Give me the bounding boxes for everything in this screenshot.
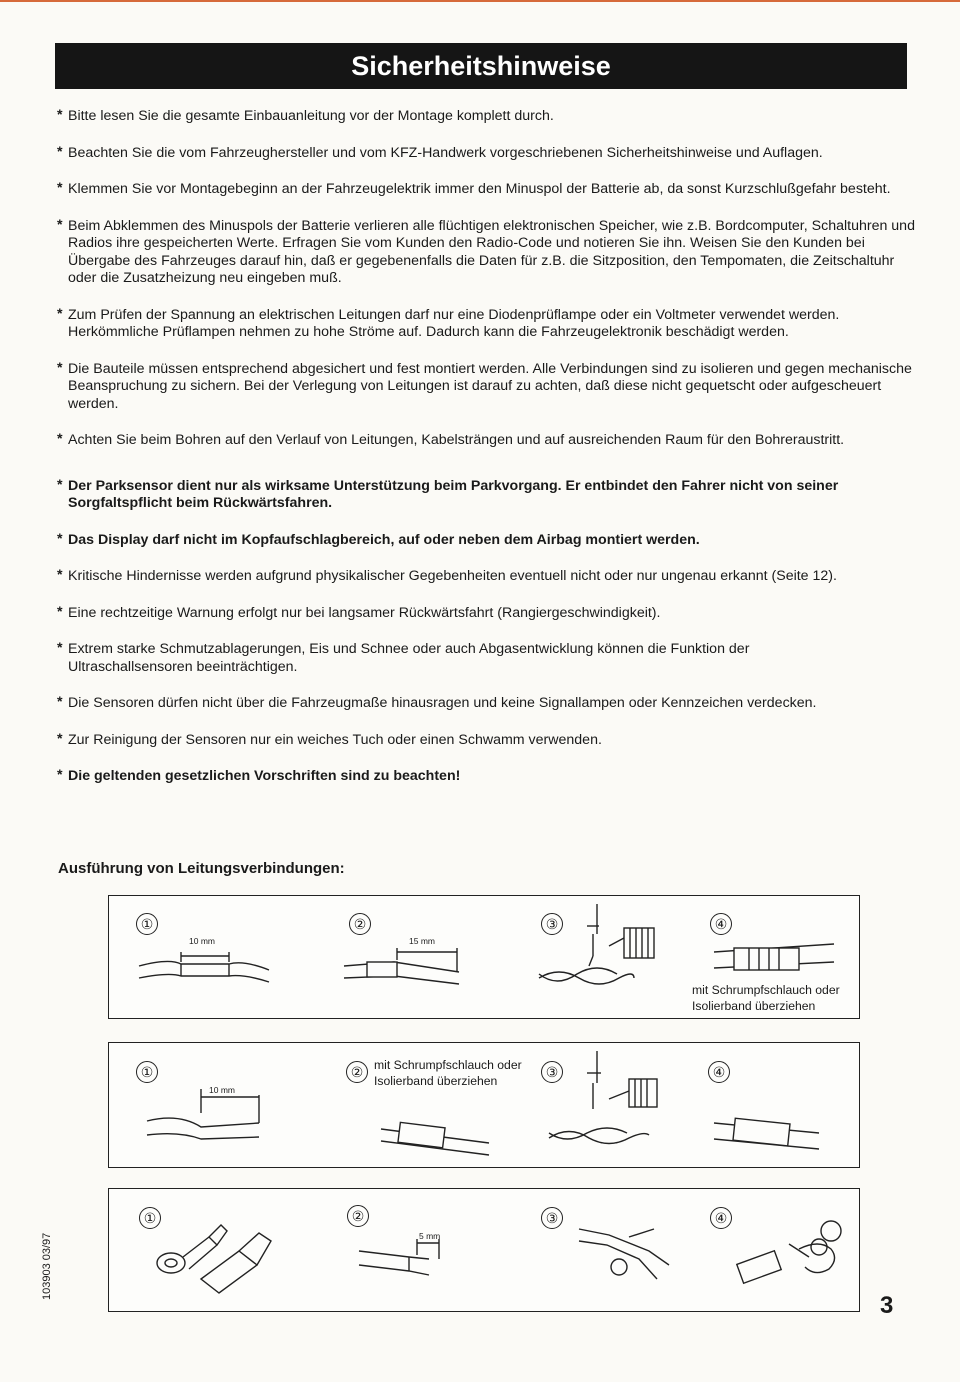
bullet-asterisk: *: [57, 530, 63, 547]
crimp-connection-panel: [108, 1188, 860, 1312]
safety-note-text: Die Bauteile müssen entsprechend abgesichert und fest montiert werden. Alle Verbindungen sind zu isolieren und gegen mechanische Beanspruchung zu sichern. Bei der Verlegung von Leitungen ist darauf zu achten, daß diese nicht gequetscht oder aufgescheuert werden.: [68, 360, 912, 412]
safety-note-text: Bitte lesen Sie die gesamte Einbauanleitung vor der Montage komplett durch.: [68, 108, 554, 124]
step-number: ①: [139, 1207, 161, 1229]
note-line: Isolierband überziehen: [374, 1074, 498, 1088]
step-number: ③: [541, 1061, 563, 1083]
bullet-asterisk: *: [57, 180, 63, 196]
bullet-asterisk: *: [57, 216, 63, 233]
dimension-label: 10 mm: [189, 936, 215, 946]
bullet-asterisk: *: [57, 476, 63, 493]
bullet-asterisk: *: [57, 603, 63, 620]
safety-note-text: Zur Reinigung der Sensoren nur ein weiches Tuch oder einen Schwamm verwenden.: [68, 731, 602, 748]
safety-note-text: Extrem starke Schmutzablagerungen, Eis und Schnee oder auch Abgasentwicklung können die Funktion der Ultraschallsensoren beeinträchtigen.: [68, 641, 750, 675]
bullet-asterisk: *: [57, 567, 63, 583]
safety-note-text: Der Parksensor dient nur als wirksame Unterstützung beim Parkvorgang. Er entbindet den Fahrer nicht von seiner Sorgfaltspflicht beim Rückwärtsfahren.: [68, 477, 839, 511]
dimension-label: 5 mm: [419, 1231, 441, 1241]
safety-notes-list: [57, 108, 917, 786]
safety-note: [57, 145, 917, 163]
safety-note: [57, 732, 917, 750]
instruction-note: [374, 1057, 522, 1089]
panel-3-illustrations: [109, 1189, 859, 1311]
page-title: Sicherheitshinweise: [55, 43, 907, 89]
step-number: ③: [541, 1207, 563, 1229]
bullet-asterisk: *: [57, 694, 63, 710]
safety-note: [57, 605, 917, 623]
note-line: Isolierband überziehen: [692, 999, 816, 1013]
step-number: ②: [347, 1205, 369, 1227]
dimension-label: 10 mm: [209, 1085, 235, 1095]
safety-note-text: Achten Sie beim Bohren auf den Verlauf von Leitungen, Kabelsträngen und auf ausreichenden Raum für den Bohreraustritt.: [68, 432, 845, 448]
page-number: 3: [880, 1292, 894, 1319]
bullet-asterisk: *: [57, 730, 63, 747]
safety-note: [57, 432, 917, 450]
step-number: ①: [136, 1061, 158, 1083]
bullet-asterisk: *: [57, 431, 63, 447]
step-number: ③: [541, 913, 563, 935]
bullet-asterisk: *: [57, 107, 63, 123]
safety-note: [57, 218, 917, 288]
step-number: ①: [136, 913, 158, 935]
step-number: ④: [710, 1207, 732, 1229]
section-title: Ausführung von Leitungsverbindungen:: [58, 860, 345, 877]
safety-note: [57, 181, 917, 199]
instruction-note: [692, 982, 840, 1014]
safety-note-text: Beachten Sie die vom Fahrzeughersteller und vom KFZ-Handwerk vorgeschriebenen Sicherheitshinweise und Auflagen.: [68, 144, 823, 161]
wire-splice-panel-2: [108, 1042, 860, 1168]
step-number: ④: [708, 1061, 730, 1083]
safety-note-text: Das Display darf nicht im Kopfaufschlagbereich, auf oder neben dem Airbag montiert werden.: [68, 531, 700, 548]
safety-note: [57, 641, 808, 676]
safety-note: [57, 695, 917, 713]
safety-note: [57, 361, 917, 414]
bullet-asterisk: *: [57, 640, 63, 656]
note-line: mit Schrumpfschlauch oder: [692, 983, 840, 997]
dimension-label: 15 mm: [409, 936, 435, 946]
safety-note: [57, 568, 917, 586]
bullet-asterisk: *: [57, 143, 63, 160]
bullet-asterisk: *: [57, 767, 63, 783]
step-number: ②: [349, 913, 371, 935]
safety-note: [57, 108, 917, 126]
bullet-asterisk: *: [57, 305, 63, 322]
safety-note-text: Klemmen Sie vor Montagebeginn an der Fahrzeugelektrik immer den Minuspol der Batterie ab, da sonst Kurzschlußgefahr besteht.: [68, 181, 891, 197]
document-code: 103903 03/97: [41, 1232, 53, 1300]
wire-splice-panel-1: [108, 895, 860, 1019]
step-number: ④: [710, 913, 732, 935]
safety-note: [57, 307, 917, 342]
safety-note-text: Die Sensoren dürfen nicht über die Fahrzeugmaße hinausragen und keine Signallampen oder Kennzeichen verdecken.: [68, 695, 817, 711]
bullet-asterisk: *: [57, 359, 63, 376]
safety-note-text: Die geltenden gesetzlichen Vorschriften sind zu beachten!: [68, 768, 461, 784]
step-number: ②: [346, 1061, 368, 1083]
safety-note-text: Eine rechtzeitige Warnung erfolgt nur bei langsamer Rückwärtsfahrt (Rangiergeschwindigkeit).: [68, 604, 661, 621]
safety-note-text: Beim Abklemmen des Minuspols der Batterie verlieren alle flüchtigen elektronischen Speicher, wie z.B. Bordcomputer, Schaltuhren und Radios ihre gespeicherten Werte. Erfragen Sie vom Kunden den Radio-Code und notieren Sie ihn. Weisen Sie den Kunden bei Übergabe des Fahrzeuges darauf hin, daß er gegebenenfalls die Daten für z.B. die Sitzposition, den Tempomaten, die Zeitschaltuhr oder die Zusatzheizung neu eingeben muß.: [68, 217, 915, 286]
note-line: mit Schrumpfschlauch oder: [374, 1058, 522, 1072]
page-edge: [0, 0, 960, 2]
safety-note-text: Zum Prüfen der Spannung an elektrischen Leitungen darf nur eine Diodenprüflampe oder ein Voltmeter verwendet werden. Herkömmliche Prüflampen nehmen zu hohe Ströme auf. Dadurch kann die Fahrzeugelektronik beschädigt werden.: [68, 306, 840, 340]
safety-note-text: Kritische Hindernisse werden aufgrund physikalischer Gegebenheiten eventuell nicht oder nur ungenau erkannt (Seite 12).: [68, 568, 837, 584]
safety-note-important: [57, 478, 917, 513]
safety-note-important: [57, 768, 917, 786]
safety-note-important: [57, 532, 917, 550]
